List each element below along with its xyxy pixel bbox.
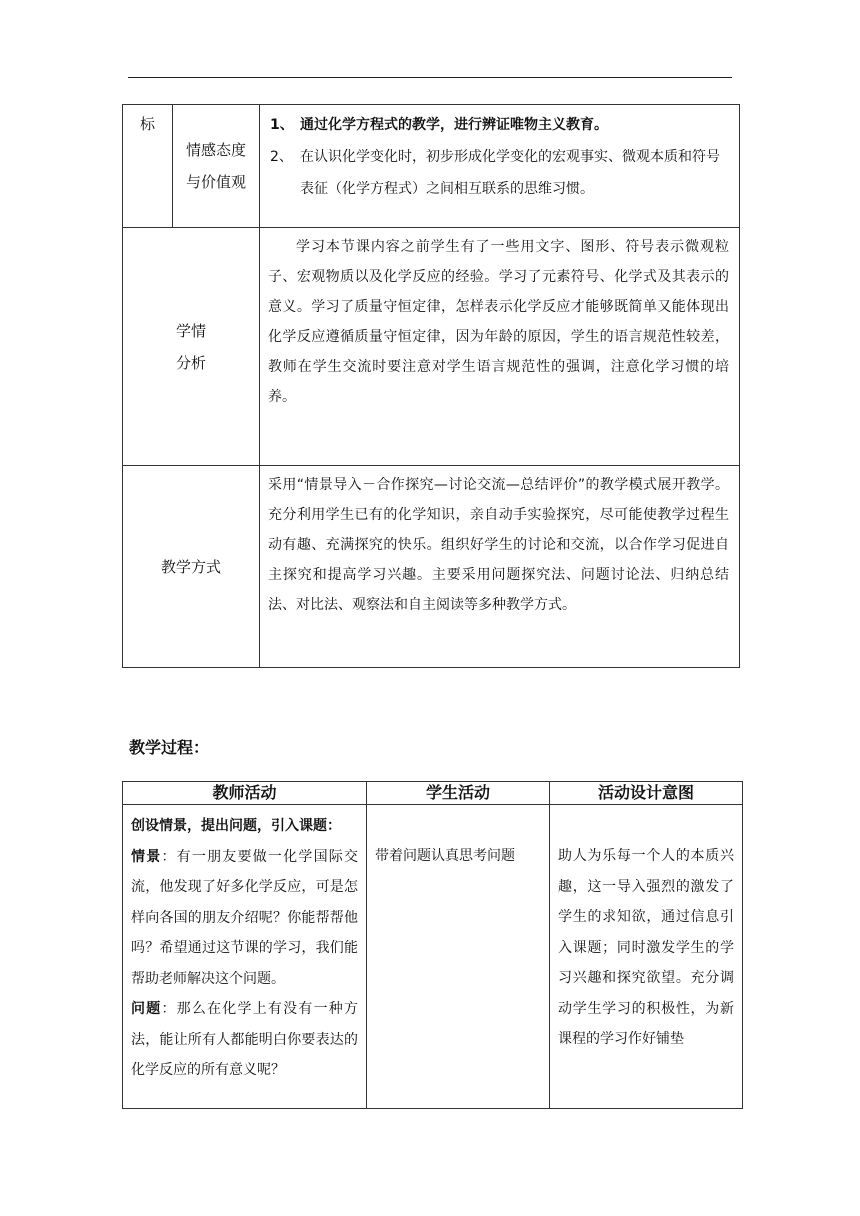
analysis-text-cell [260, 228, 740, 466]
goal-item-1: 1、 通过化学方程式的教学，进行辨证唯物主义教育。 [270, 117, 608, 133]
label-line-2: 分析 [175, 353, 206, 372]
analysis-label [123, 228, 260, 466]
label-line-1: 情感态度 [185, 141, 246, 159]
question-label: 问题 [131, 1001, 162, 1017]
header-intent: 活动设计意图 [550, 782, 743, 805]
design-intent: 助人为乐每一个人的本质兴趣，这一导入强烈的激发了学生的求知欲，通过信息引入课题；同时激发学生的学习兴趣和探究欲望。充分调动学生学习的积极性，为新课程的学习作好铺垫 [550, 805, 743, 1109]
header-teacher: 教师活动 [123, 782, 367, 805]
student-activity: 带着问题认真思考问题 [367, 805, 550, 1109]
lesson-info-table [122, 104, 740, 668]
teacher-activity [123, 805, 367, 1109]
emotion-attitude-label [173, 105, 260, 228]
scene-paragraph [131, 842, 358, 995]
scene-text: ：有一朋友要做一化学国际交流，他发现了好多化学反应，可是怎样向各国的朋友介绍呢？你能帮帮他吗？希望通过这节课的学习，我们能帮助老师解决这个问题。 [131, 848, 359, 987]
analysis-row [123, 228, 740, 466]
goal-items [260, 105, 740, 228]
method-row [123, 466, 740, 668]
question-paragraph [131, 994, 358, 1086]
label-line-1: 学情 [175, 321, 206, 340]
goal-col-label: 标 [123, 105, 173, 228]
header-row [123, 782, 743, 805]
process-title: 教学过程： [129, 738, 210, 757]
method-text: 采用“情景导入－合作探究—讨论交流—总结评价”的教学模式展开教学。充分利用学生已有的化学知识，亲自动手实验探究，尽可能使教学过程生动有趣、充满探究的快乐。组织好学生的讨论和交流，以合作学习促进自主探究和提高学习兴趣。主要采用问题探究法、问题讨论法、归纳总结法、对比法、观察法和自主阅读等多种教学方式。 [268, 477, 729, 613]
header-student: 学生活动 [367, 782, 550, 805]
method-label: 教学方式 [123, 466, 260, 668]
process-row [123, 805, 743, 1109]
teacher-heading: 创设情景，提出问题，引入课题： [131, 818, 341, 834]
label-line-2: 与价值观 [185, 173, 246, 191]
method-text-cell [260, 466, 740, 668]
header-rule [128, 77, 732, 78]
analysis-text: 学习本节课内容之前学生有了一些用文字、图形、符号表示微观粒子、宏观物质以及化学反应的经验。学习了元素符号、化学式及其表示的意义。学习了质量守恒定律，怎样表示化学反应才能够既简单又能体现出化学反应遵循质量守恒定律，因为年龄的原因，学生的语言规范性较差，教师在学生交流时要注意对学生语言规范性的强调，注意化学习惯的培养。 [268, 239, 729, 405]
teaching-process-table [122, 781, 743, 1109]
scene-label: 情景 [131, 848, 162, 865]
goal-item-2: 2、 在认识化学变化时，初步形成化学变化的宏观事实、微观本质和符号表征（化学方程式）之间相互联系的思维习惯。 [270, 149, 720, 197]
goal-row [123, 105, 740, 228]
question-text: ：那么在化学上有没有一种方法，能让所有人都能明白你要表达的化学反应的所有意义呢？ [131, 1001, 359, 1078]
